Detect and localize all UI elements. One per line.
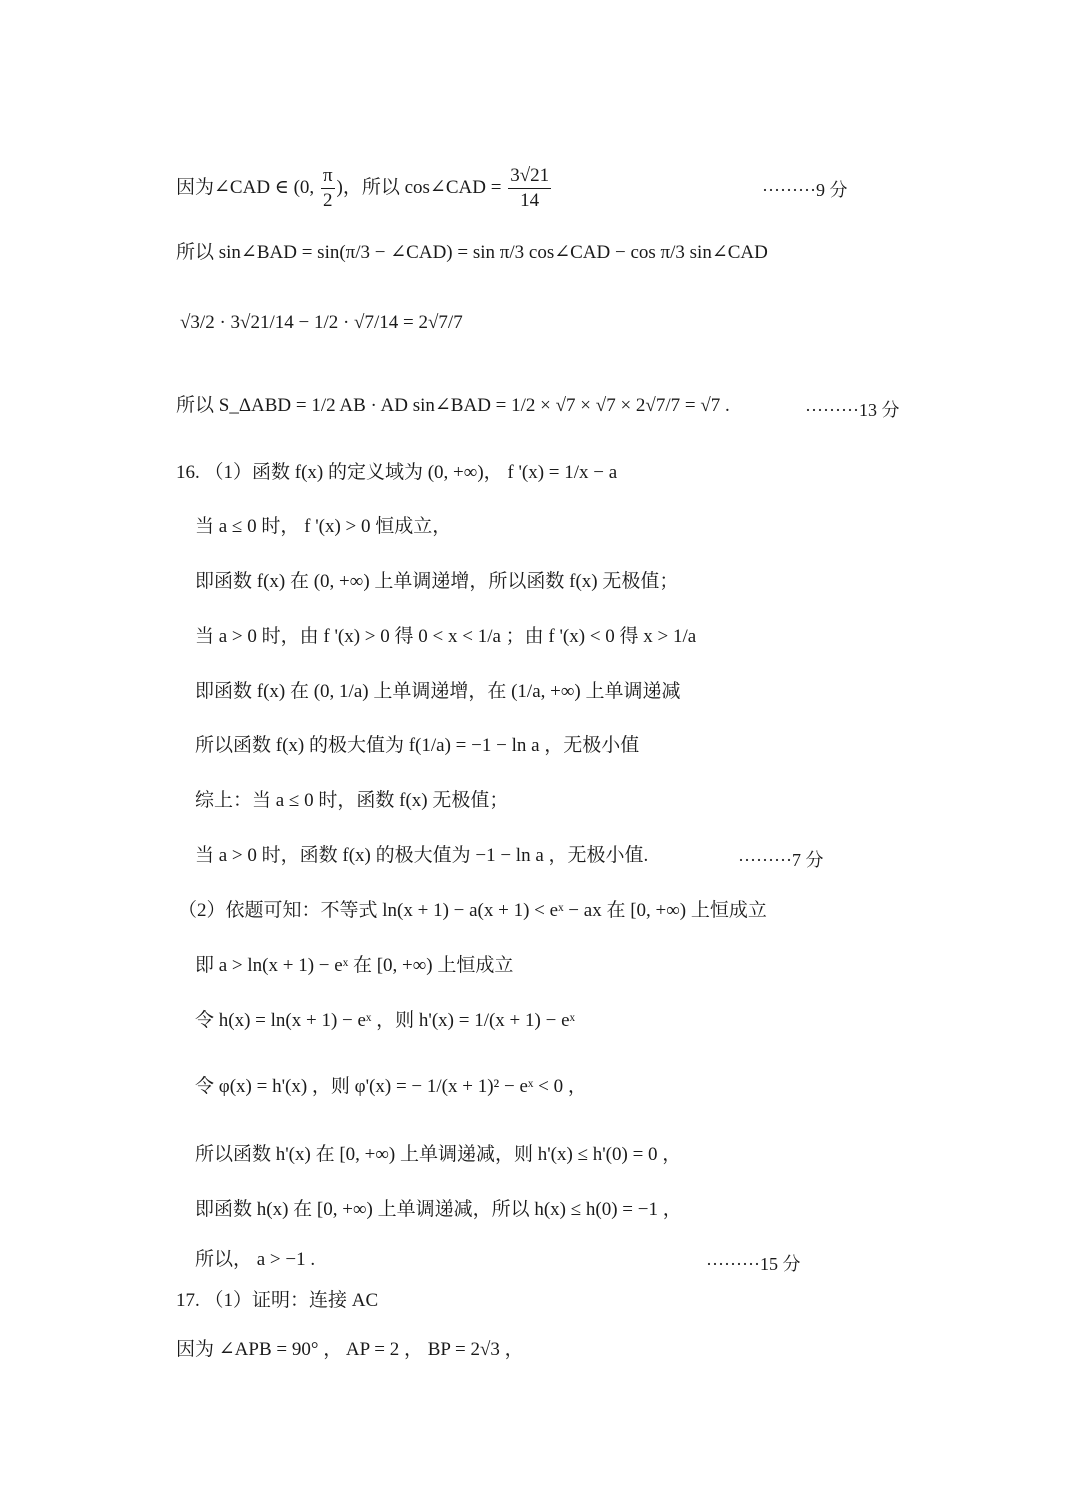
line-5: 16. （1）函数 f(x) 的定义域为 (0, +∞)， f '(x) = 1/x − a bbox=[176, 462, 618, 483]
line-12: 当 a > 0 时，函数 f(x) 的极大值为 −1 − ln a ，无极小值. bbox=[195, 845, 649, 866]
line-14: 即 a > ln(x + 1) − eˣ 在 [0, +∞) 上恒成立 bbox=[195, 955, 514, 976]
line-2: 所以 sin∠BAD = sin(π/3 − ∠CAD) = sin π/3 cos∠CAD − cos π/3 sin∠CAD bbox=[176, 242, 768, 263]
line-8: 当 a > 0 时，由 f '(x) > 0 得 0 < x < 1/a ；由 f '(x) < 0 得 x > 1/a bbox=[195, 626, 697, 647]
score-13: ·········13 分 bbox=[805, 400, 900, 420]
line-10: 所以函数 f(x) 的极大值为 f(1/a) = −1 − ln a ，无极小值 bbox=[195, 735, 640, 756]
line-11: 综上：当 a ≤ 0 时，函数 f(x) 无极值； bbox=[195, 790, 509, 811]
line-3: √3/2 · 3√21/14 − 1/2 · √7/14 = 2√7/7 bbox=[180, 312, 463, 333]
fraction-pi-over-2: $\frac{\pi}{2}$ bbox=[322, 165, 333, 211]
score-15: ·········15 分 bbox=[706, 1254, 801, 1274]
line-1 bbox=[176, 166, 553, 211]
line-18: 即函数 h(x) 在 [0, +∞) 上单调递减，所以 h(x) ≤ h(0) = −1 ， bbox=[195, 1199, 682, 1220]
line-1-text-b: )，所以 cos∠CAD = bbox=[336, 176, 507, 198]
line-6: 当 a ≤ 0 时， f '(x) > 0 恒成立， bbox=[195, 516, 452, 537]
line-9: 即函数 f(x) 在 (0, 1/a) 上单调递增，在 (1/a, +∞) 上单调递减 bbox=[195, 681, 681, 702]
line-4: 所以 S_ΔABD = 1/2 AB · AD sin∠BAD = 1/2 × √7 × √7 × 2√7/7 = √7 . bbox=[176, 395, 730, 416]
line-17: 所以函数 h'(x) 在 [0, +∞) 上单调递减，则 h'(x) ≤ h'(0) = 0 ， bbox=[195, 1144, 682, 1165]
line-13: （2）依题可知：不等式 ln(x + 1) − a(x + 1) < eˣ − ax 在 [0, +∞) 上恒成立 bbox=[178, 900, 767, 921]
line-7: 即函数 f(x) 在 (0, +∞) 上单调递增，所以函数 f(x) 无极值； bbox=[195, 571, 679, 592]
line-16: 令 φ(x) = h'(x) ，则 φ'(x) = − 1/(x + 1)² − eˣ < 0 ， bbox=[195, 1076, 587, 1097]
line-21: 因为 ∠APB = 90° ， AP = 2 ， BP = 2√3 ， bbox=[176, 1339, 524, 1360]
line-15: 令 h(x) = ln(x + 1) − eˣ ，则 h'(x) = 1/(x + 1) − eˣ bbox=[195, 1010, 575, 1031]
fraction-cos-value: $\frac{3√21}{14}$ bbox=[510, 165, 550, 211]
score-7: ·········7 分 bbox=[738, 850, 824, 870]
line-20: 17. （1）证明：连接 AC bbox=[176, 1290, 379, 1311]
line-1-text-a: 因为∠CAD ∈ (0, bbox=[176, 176, 319, 198]
score-9: ·········9 分 bbox=[762, 180, 848, 200]
line-19: 所以， a > −1 . bbox=[195, 1249, 316, 1270]
